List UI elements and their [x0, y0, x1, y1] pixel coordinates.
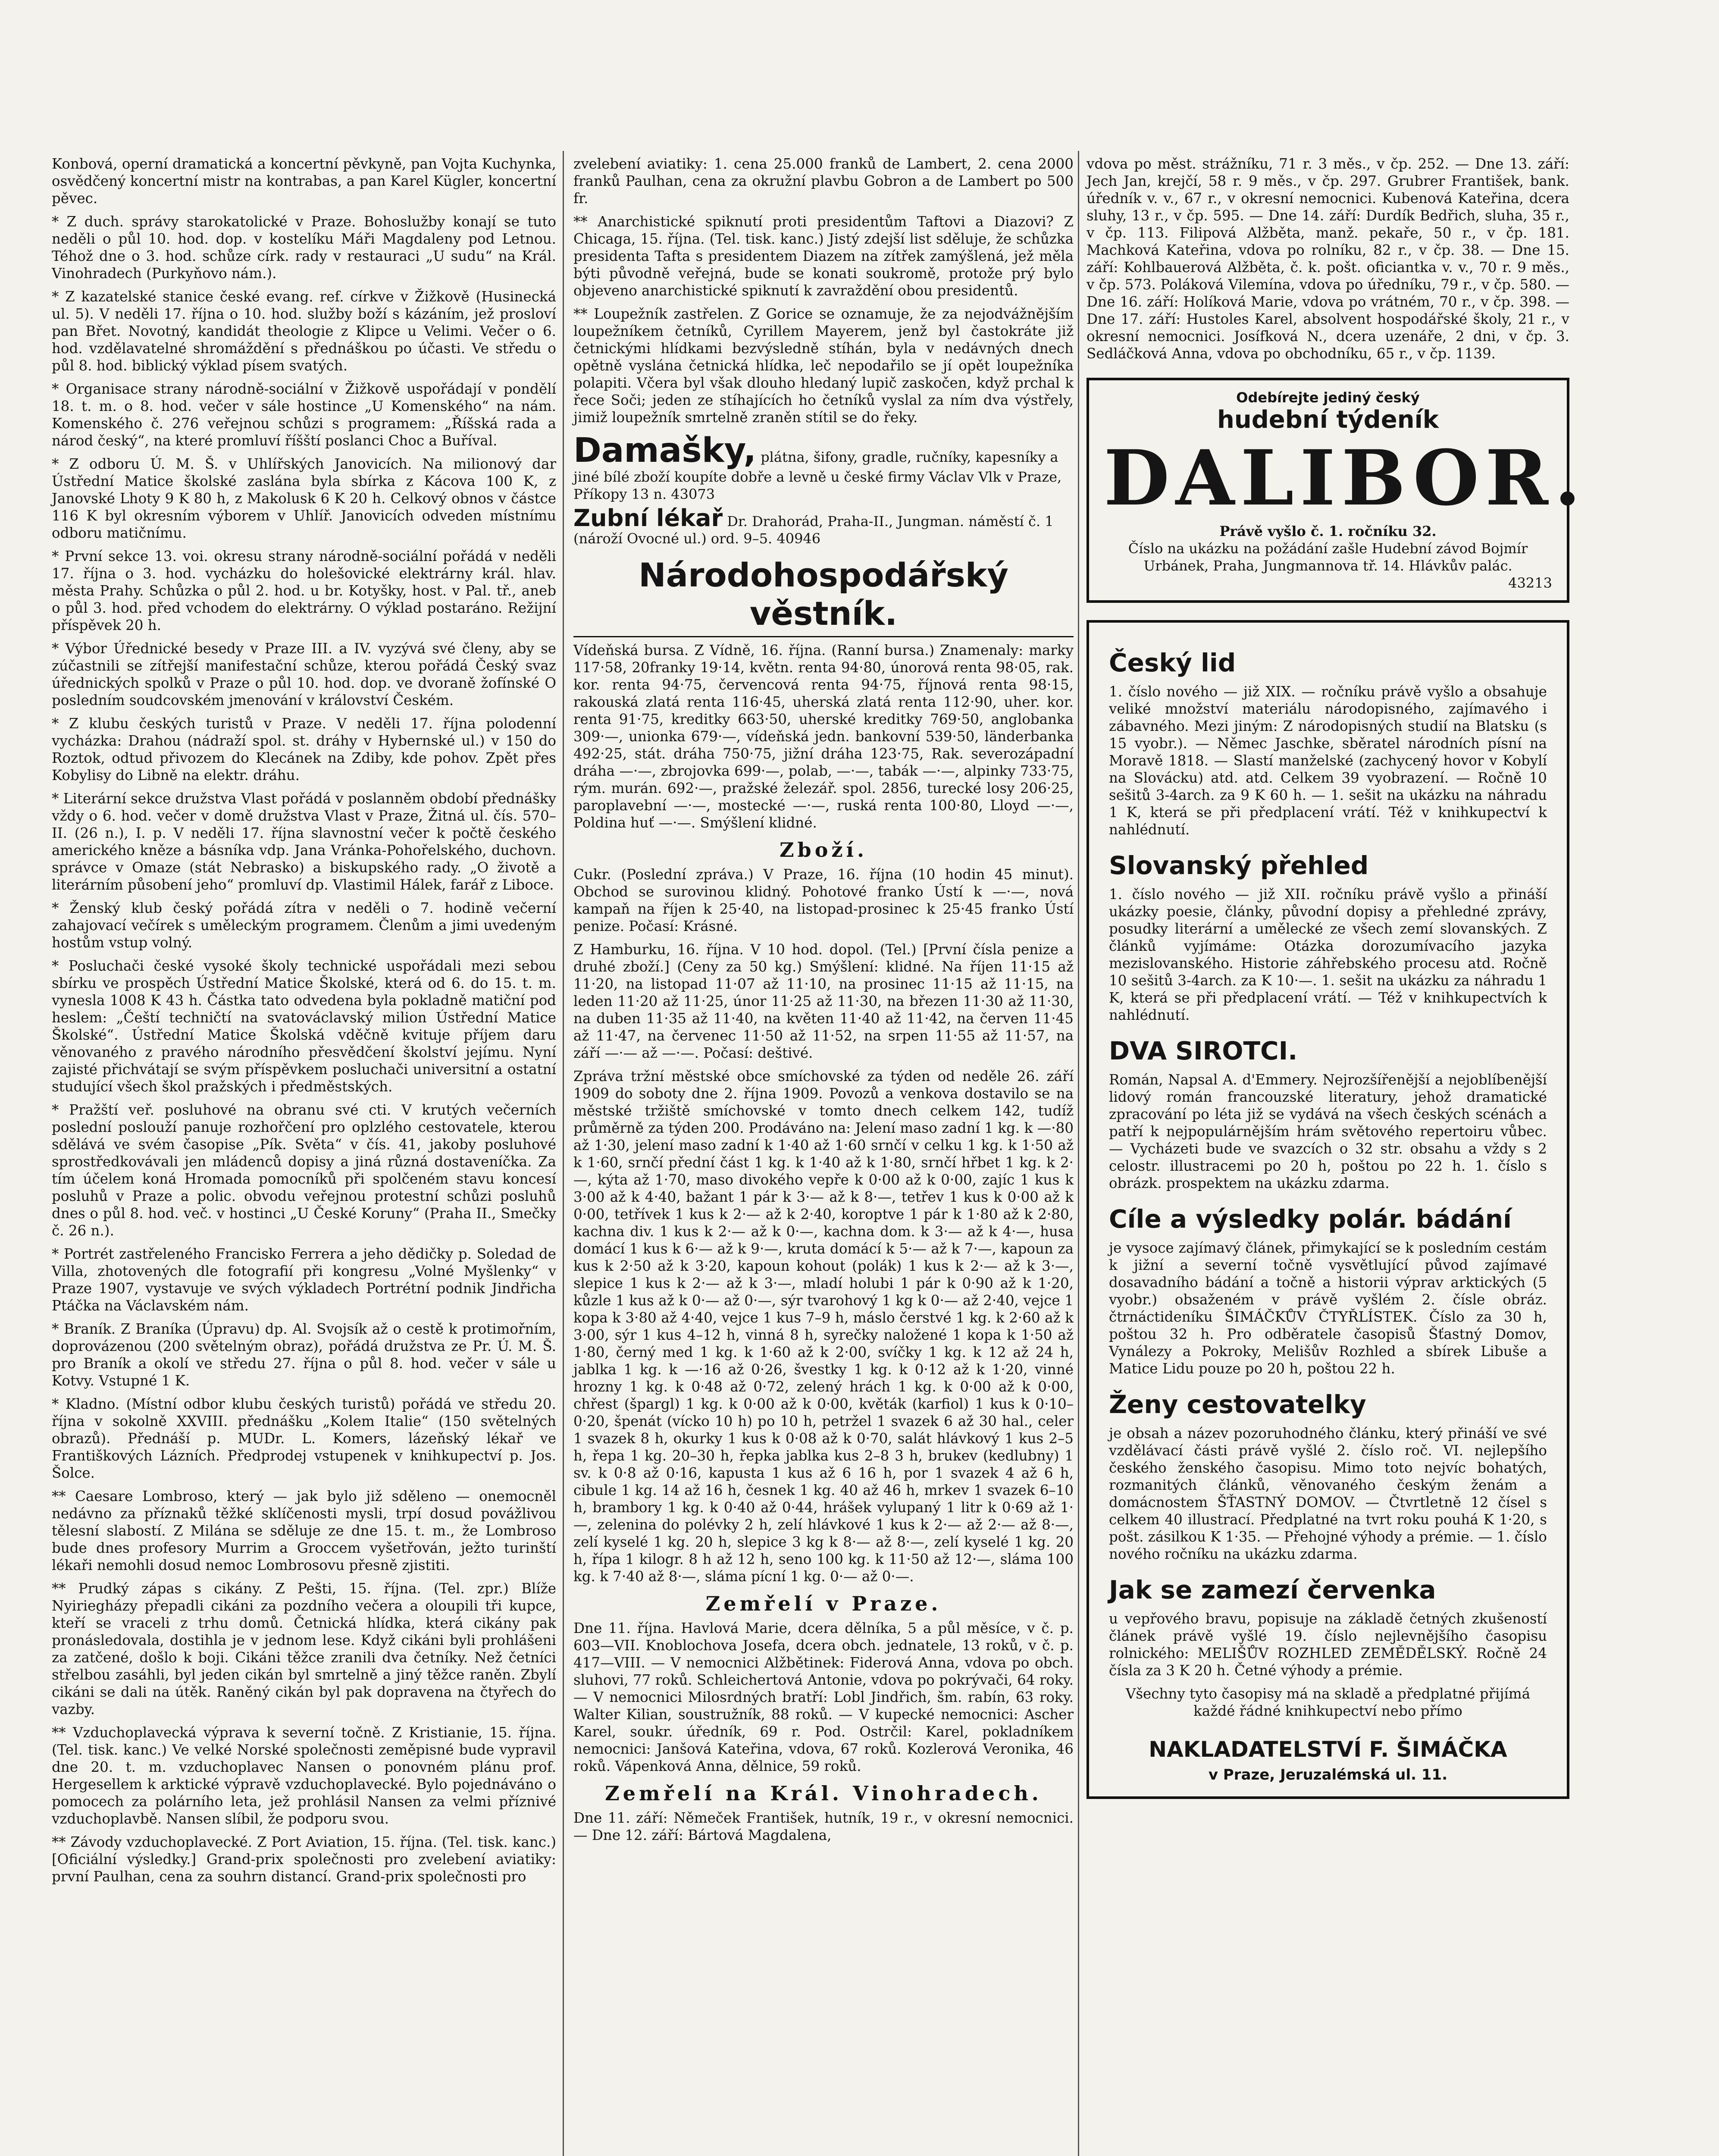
article-paragraph: * Z kazatelské stanice české evang. ref. církve v Žižkově (Husinecká ul. 5). V neděli 17. října o 10. hod. služby boží s kázáním, jež prosloví pan Břet. Novotný, kandidát theologie z Klipce u Velimi. Večer o 6. hod. vzdělavatelné shromáždění s přednáškou po účasti. Ve středu o půl 8. hod. biblický výklad písem svatých.: [52, 288, 556, 374]
article-paragraph: vdova po měst. strážníku, 71 r. 3 měs., v čp. 252. — Dne 13. září: Jech Jan, krejčí, 58 r. 9 měs., v čp. 297. Grubrer František, bank. úředník v. v., 67 r., v okresní nemocnici. Kubenová Kateřina, dcera sluhy, 13 r., v čp. 595. — Dne 14. září: Durdík Bedřich, sluha, 35 r., v čp. 113. Filipová Alžběta, manž. pekaře, 50 r., v čp. 181. Machková Kateřina, vdova po rolníku, 82 r., v čp. 38. — Dne 15. září: Kohlbauerová Alžběta, č. k. pošt. oficiantka v. v., 70 r. 9 měs., v čp. 573. Poláková Vilemína, vdova po úředníku, 79 r., v čp. 580. — Dne 16. září: Holíková Marie, vdova po vrátném, 70 r., v čp. 398. — Dne 17. září: Hustoles Karel, absolvent hospodářské školy, 21 r., v okresní nemocnici. Josífková N., dcera uzenáře, 2 dni, v čp. 3. Sedláčková Anna, vdova po obchodníku, 65 r., v čp. 1139.: [1087, 156, 1569, 362]
article-paragraph: * Z klubu českých turistů v Praze. V neděli 17. října polodenní vycházka: Drahou (nádraží spol. st. dráhy v Hybernské ul.) v 150 do Roztok, odtud přivozem do Klecánek na Zdiby, kde pohov. Zpět přes Kobylisy do Libně na elektr. dráhu.: [52, 715, 556, 783]
ad-line: hudební týdeník: [1217, 406, 1439, 434]
article-paragraph: ** Anarchistické spiknutí proti presidentům Taftovi a Diazovi? Z Chicaga, 15. října. (Tel. tisk. kanc.) Jistý zdejší list sděluje, že schůzka presidenta Tafta s presidentem Diazem na zítřek zamýšlená, jež měla býti původně veřejná, bude se konati soukromě, protože prý bylo objeveno anarchistické spiknutí k zavraždění obou presidentů.: [573, 213, 1074, 299]
article-paragraph: * Posluchači české vysoké školy technické uspořádali mezi sebou sbírku ve prospěch Ústřední Matice Školské, která od 6. do 15. t. m. vynesla 1008 K 43 h. Částka tato odvedena byla pokladně matiční pod heslem: „Čeští techničtí na svatováclavský milion Ústřední Matice Školské“. Ústřední Matice Školská vděčně kvituje příjem daru věnovaného z pravého národního přesvědčení školství jejímu. Nyní zajisté přichvátají se svým příspěvkem posluchači universitní a ostatní studující všech škol pražských i předměstských.: [52, 958, 556, 1095]
ad-line: Číslo na ukázku na požádání zašle Hudební závod Bojmír Urbánek, Praha, Jungmannova tř. 14. Hlávkův palác.: [1128, 540, 1528, 574]
article-paragraph: ** Prudký zápas s cikány. Z Pešti, 15. října. (Tel. zpr.) Blíže Nyiriegházy přepadli cikáni za pozdního večera a oloupili tři kupce, kteří se vraceli z trhu domů. Četnická hlídka, která cikány pak pronásledovala, dostihla je v jednom lese. Když cikáni byli prohlášeni za zatčené, došlo k boji. Cikáni těžce zranili dva četníky. Než četníci střelbou zasáhli, byl jeden cikán byl smrtelně a jiný těžce raněn. Zbylí cikáni se dali na útěk. Raněný cikán byl pak dopravena na čtyřech do vazby.: [52, 1580, 556, 1717]
magazine-title: Cíle a výsledky polár. bádání: [1109, 1204, 1512, 1234]
article-paragraph: Konbová, operní dramatická a koncertní pěvkyně, pan Vojta Kuchynka, osvědčený koncertní mistr na kontrabas, a pan Karel Kügler, koncertní pěvec.: [52, 156, 556, 207]
dentist-advertisement: [573, 505, 1074, 547]
magazine-text: 1. číslo nového — již XII. ročníku právě vyšlo a přináší ukázky poesie, články, původní dopisy a přehledné zprávy, posudky literární a umělecké ze všech zemí slovanských. Z článků vyjímáme: Otázka dorozumívacího jazyka mezislovanského. Historie záhřebského procesu atd. Ročně 10 sešitů 3-4arch. za K 10·—. 1. sešit na ukázku za náhradu 1 K, která se při předplacení vrátí. — Též v knihkupectvích k nahlédnutí.: [1109, 886, 1547, 1023]
ad-number: 43073: [671, 486, 715, 502]
magazine-text: Všechny tyto časopisy má na skladě a předplatné přijímá každé řádné knihkupectví nebo přímo: [1125, 1686, 1531, 1719]
publisher-address: v Praze, Jeruzalémská ul. 11.: [1208, 1766, 1448, 1783]
magazine-item: [1109, 1037, 1547, 1192]
section-title: Národohospodářský věstník.: [573, 556, 1074, 637]
article-paragraph: Dne 11. září: Němeček František, hutník, 19 r., v okresní nemocnici. — Dne 12. září: Bártová Magdalena,: [573, 1810, 1074, 1843]
article-paragraph: * Literární sekce družstva Vlast pořádá v poslanněm období přednášky vždy o 6. hod. večer v domě družstva Vlast v Praze, Žitná ul. čís. 570–II. (26 n.), I. p. V neděli 17. října slavnostní večer k počtě českého amerického kněze a básníka vdp. Jana Vránka-Pohořelského, duchovn. správce v Omaze (stát Nebrasko) a biskupského rady. „O životě a literárním působení jeho“ promluví dp. Vlastimil Hálek, farář z Liboce.: [52, 790, 556, 893]
simacek-advertisement: [1087, 620, 1569, 1799]
article-paragraph: * Výbor Úřednické besedy v Praze III. a IV. vyzývá své členy, aby se zúčastnili se zítřejší manifestační schůze, kterou pořádá Český svaz úřednických spolků v Praze o půl 10. hod. dop. ve dvoraně žofínské O posledním soudcovském jmenování v království Českém.: [52, 640, 556, 708]
publisher-name: NAKLADATELSTVÍ F. ŠIMÁČKA: [1149, 1737, 1507, 1762]
ad-text: plátna, šifony, gradle, ručníky, kapesníky a jiné bílé zboží koupíte dobře a levně u české firmy Václav Vlk v Praze, Příkopy 13 n.: [573, 449, 1062, 502]
dalibor-title: DALIBOR.: [1104, 433, 1587, 523]
article-paragraph: Vídeňská bursa. Z Vídně, 16. října. (Ranní bursa.) Znamenaly: marky 117·58, 20franky 19·14, květn. renta 94·80, únorová renta 98·05, rak. kor. renta 94·75, červencová renta 94·75, říjnová renta 98·15, rakouská zlatá renta 116·45, uherská zlatá renta 112·90, uher. kor. renta 91·75, kreditky 663·50, uherské kreditky 769·50, anglobanka 309·—, unionka 679·—, vídeňská jedn. bankovní 539·50, länderbanka 492·25, stát. dráha 750·75, jižní dráha 123·75, Rak. severozápadní dráha —·—, zbrojovka 699·—, polab, —·—, tabák —·—, alpinky 733·75, rým. murán. 692·—, pražské železář. spol. 2856, turecké losy 206·25, paroplavební —·—, mostecké —·—, ruská renta 100·80, Lloyd —·—, Poldina huť —·—. Smýšlení klidné.: [573, 642, 1074, 831]
article-paragraph: * Pražští veř. posluhové na obranu své cti. V krutých večerních poslední poslouží panuje rozhořčení pro oplzlého cestovatele, kterou sdělává ve svém časopise „Pík. Světa“ v čís. 41, jakoby posluhové sprostředkovávali jen mládenců dopisy a jiná různá dostaveníčka. Za tím účelem koná Hromada pomocníků při spolčeném stavu koncesí posluhů v Praze a polic. obvodu veřejnou protestní schůzi posluhů dnes o půl 8. hod. več. v hostinci „U České Koruny“ (Praha II., Smečky č. 26 n.).: [52, 1102, 556, 1239]
column-divider: [563, 151, 564, 2156]
ad-heading: Damašky,: [573, 431, 757, 470]
article-paragraph: * Z odboru Ú. M. Š. v Uhlířských Janovicích. Na milionový dar Ústřední Matice školské zaslána byla sbírka z Kácova 100 K, z Janovské Lhoty 9 K 80 h, z Makolusk 6 K 20 h. Celkový obnos v částce 116 K byl okresním výborem v Uhlíř. Janovicích odveden místnímu odboru matičnímu.: [52, 456, 556, 541]
article-paragraph: Cukr. (Poslední zpráva.) V Praze, 16. října (10 hodin 45 minut). Obchod se surovinou klidný. Pohotové franko Ústí k —·—, nová kampaň na říjen k 25·40, na listopad-prosinec k 25·45 franko Ústí penize. Počasí: Krásné.: [573, 866, 1074, 934]
article-paragraph: ** Vzduchoplavecká výprava k severní točně. Z Kristianie, 15. října. (Tel. tisk. kanc.) Ve velké Norské společnosti zeměpisné bude vypravil dne 20. t. m. vzduchoplavec Nansen o ponovném plánu prof. Hergesellem k arktické výpravě vzduchoplavecké. Bylo pojednáváno o pomocech za polárního leta, jež prohlásil Nansen za velmi příznivé vzduchoplavbě. Nansen slíbil, že podporu svou.: [52, 1724, 556, 1827]
ad-text: Dr. Drahorád, Praha-II., Jungman. náměstí č. 1 (nároží Ovocné ul.) ord. 9–5.: [573, 513, 1054, 547]
article-paragraph: ** Závody vzduchoplavecké. Z Port Aviation, 15. října. (Tel. tisk. kanc.) [Oficiální výsledky.] Grand-prix společnosti pro zvelebení aviatiky: první Paulhan, cena za souhrn distancí. Grand-prix společnosti pro: [52, 1834, 556, 1885]
ad-heading: Zubní lékař: [573, 505, 723, 532]
ad-line: Odebírejte jediný český: [1236, 389, 1420, 406]
column-1: [52, 155, 556, 1891]
article-paragraph: zvelebení aviatiky: 1. cena 25.000 franků de Lambert, 2. cena 2000 franků Paulhan, cena za okružní plavbu Gobron a de Lambert po 500 fr.: [573, 156, 1074, 207]
ad-number: 43213: [1508, 575, 1552, 591]
article-paragraph: * Kladno. (Místní odbor klubu českých turistů) pořádá ve středu 20. října v sokolně XXVIII. přednášku „Kolem Italie“ (150 světelných obrazů). Přednáší p. MUDr. L. Komers, lázeňský lékař ve Františkových Lázních. Předprodej vstupenek v knihkupectví p. Jos. Šolce.: [52, 1396, 556, 1481]
article-paragraph: * Organisace strany národně-sociální v Žižkově uspořádají v pondělí 18. t. m. o 8. hod. večer v sále hostince „U Komenského“ na nám. Komenského č. 276 veřejnou schůzi s programem: „Říšská rada a národ český“, na které promluví říšští poslanci Choc a Buříval.: [52, 381, 556, 449]
damasky-advertisement: [573, 433, 1074, 503]
magazine-text: je vysoce zajímavý článek, přimykající se k posledním cestám k jižní a severní točně vysvětlující původ zajímavé dosavadního bádání a točně a historii výprav arktických (5 vyobr.) obsaženém v právě vyšlém 2. čísle obráz. čtrnáctideníku ŠIMÁČKŮV ČTYŘLÍSTEK. Číslo za 30 h, poštou 32 h. Pro odběratele časopisů Šťastný Domov, Vynálezy a Pokroky, Melišův Rozhled a sbírek Libuše a Matice Lidu pouze po 20 h, poštou 22 h.: [1109, 1240, 1547, 1377]
magazine-title: Jak se zamezí červenka: [1109, 1575, 1436, 1604]
column-divider: [1078, 151, 1079, 2156]
article-paragraph: * Ženský klub český pořádá zítra v neděli o 7. hodině večerní zahajovací večírek s uměleckým programem. Členům a jimi uvedeným hostům vstup volný.: [52, 900, 556, 951]
section-heading: Zboží.: [779, 838, 868, 862]
magazine-text: Román, Napsal A. d'Emmery. Nejrozšířenější a nejoblíbenější lidový román francouzské literatury, jehož dramatické zpracování po léta již se vydává na všech českých scénách a patří k nejpopulárnějším hrám světového repertoiru vůbec. — Vycházeti bude ve svazcích o 32 str. obsahu a vždy s 2 celostr. illustracemi po 20 h, poštou po 22 h. 1. číslo s obrázk. prospektem na ukázku zdarma.: [1109, 1072, 1547, 1191]
magazine-item: [1109, 1390, 1547, 1563]
magazine-title: Český lid: [1109, 648, 1236, 677]
magazine-item: [1109, 851, 1547, 1024]
magazine-text: 1. číslo nového — již XIX. — ročníku právě vyšlo a obsahuje veliké množství materiálu národopisného, zajímavého i zábavného. Mezi jiným: Z národopisných studií na Blatsku (s 15 vyobr.). — Němec Jaschke, sběratel národních písní na Moravě 1818. — Slastí manželské (zachycený hovor v Kobylí na Slovácku) atd. atd. Celkem 39 vyobrazení. — Ročně 10 sešitů 3-4arch. za 9 K 60 h. — 1. sešit na ukázku na náhradu 1 K, která se při předplacení vrátí. Též v knihkupectví k nahlédnutí.: [1109, 683, 1547, 838]
ad-number: 40946: [777, 530, 821, 547]
magazine-item: [1109, 1576, 1547, 1679]
magazine-title: DVA SIROTCI.: [1109, 1036, 1298, 1065]
magazine-title: Slovanský přehled: [1109, 851, 1369, 880]
section-heading: Zemřelí v Praze.: [705, 1592, 942, 1615]
article-paragraph: Z Hamburku, 16. října. V 10 hod. dopol. (Tel.) [První čísla penize a druhé zboží.] (Ceny za 50 kg.) Smýšlení: klidné. Na říjen 11·15 až 11·20, na listopad 11·07 až 11·10, na prosinec 11·15 až 11·15, na leden 11·20 až 11·25, únor 11·25 až 11·30, na březen 11·30 až 11·30, na duben 11·35 až 11·40, na květen 11·40 až 11·42, na červen 11·45 až 11·47, na červenec 11·50 až 11·52, na srpen 11·55 až 11·57, na září —·— až —·—. Počasí: deštivé.: [573, 941, 1074, 1061]
article-paragraph: ** Caesare Lombroso, který — jak bylo již sděleno — onemocněl nedávno za příznaků těžké sklíčenosti mysli, trpí dosud povážlivou tělesní slabostí. Z Milána se sděluje ze dne 15. t. m., že Lombroso bude dnes profesory Murrim a Groccem vyšetřován, ježto turinští lékaři nemohli dosud nemoc Lombrosovu přesně zjistiti.: [52, 1488, 556, 1573]
dalibor-advertisement: [1087, 378, 1587, 603]
article-paragraph: * Z duch. správy starokatolické v Praze. Bohoslužby konají se tuto neděli o půl 10. hod. dop. v kostelíku Máři Magdaleny pod Letnou. Téhož dne o 3. hod. schůze círk. rady v restauraci „U sudu“ na Král. Vinohradech (Purkyňovo nám.).: [52, 213, 556, 282]
section-heading: Zemřelí na Král. Vinohradech.: [605, 1782, 1042, 1805]
article-paragraph: * První sekce 13. voi. okresu strany národně-sociální pořádá v neděli 17. října o 3. hod. vycházku do holešovické elektrárny král. hlav. města Prahy. Schůzka o půl 2. hod. u br. Kotyšky, host. v Pal. tř., aneb o půl 3. hod. před vchodem do elektrárny. O výklad postaráno. Režijní příspěvek 20 h.: [52, 548, 556, 633]
ad-line: Právě vyšlo č. 1. ročníku 32.: [1219, 523, 1437, 539]
magazine-item: [1109, 1205, 1547, 1377]
article-paragraph: ** Loupežník zastřelen. Z Gorice se oznamuje, že za nejodvážnějším loupežníkem četníků, Cyrillem Mayerem, jenž byl častokráte již četnickými hlídkami bezvýsledně stíhán, byla v nedávných dnech opětně vyslána četnická hlídka, leč nepodařilo se jí opět loupežníka polapiti. Včera byl však dlouho hledaný lupič zaskočen, když prchal k řece Soči; jeden ze stíhajících ho četníků vyslal za ním dva výstřely, jimiž loupežník smrtelně zraněn stítil se do řeky.: [573, 306, 1074, 426]
column-3: [1087, 155, 1587, 1799]
magazine-text: u vepřového bravu, popisuje na základě četných zkušeností článek právě vyšlé 19. číslo nejlevnějšího časopisu rolnického: MELIŠŮV ROZHLED ZEMĚDĚLSKÝ. Ročně 24 čísla za 3 K 20 h. Četné výhody a prémie.: [1109, 1611, 1547, 1679]
magazine-item: [1109, 1685, 1547, 1720]
article-paragraph: Dne 11. října. Havlová Marie, dcera dělníka, 5 a půl měsíce, v č. p. 603—VII. Knoblochova Josefa, dcera obch. jednatele, 13 roků, v č. p. 417—VIII. — V nemocnici Alžbětinek: Fiderová Anna, vdova po obch. sluhovi, 77 roků. Schleichertová Antonie, vdova po pokrývači, 64 roky. — V nemocnici Milosrdných bratří: Lobl Jindřich, šm. rabín, 63 roky. Walter Kilian, soustružník, 88 roků. — V kupecké nemocnici: Ascher Karel, soukr. úředník, 69 r. Pod. Ostrčil: Karel, pokladníkem nemocnici: Janšová Kateřina, vdova, 67 roků. Kozlerová Veronika, 46 roků. Vápenková Anna, dělnice, 59 roků.: [573, 1620, 1074, 1774]
article-paragraph: Zpráva tržní městské obce smíchovské za týden od neděle 26. září 1909 do soboty dne 2. října 1909. Povozů a venkova dostavilo se na městské tržiště smíchovské v tomto dnech celkem 142, tudíž průměrně za týden 200. Prodáváno na: Jelení maso zadní 1 kg. k —·80 až 1·30, jelení maso zadní k 1·40 až 1·60 srnčí v celku 1 kg. k 1·50 až k 1·60, srnčí přední část 1 kg. k 1·40 až k 1·80, srnčí hřbet 1 kg. k 2·—, kýta až 1·70, maso divokého vepře k 0·00 až k 0·00, zajíc 1 kus k 3·00 až k 4·40, bažant 1 pár k 3·— až k 8·—, tetřev 1 kus k 0·00 až k 0·00, tetřívek 1 kus k 2·— až k 2·40, koroptve 1 pár k 1·80 až k 2·80, kachna div. 1 kus k 2·— až k 0·—, kachna dom. k 3·— až k 4·—, husa domácí 1 kus k 6·— až k 9·—, kruta domácí k 5·— až k 7·—, kapoun za kus k 2·50 až k 3·20, kapoun kohout (polák) 1 kus k 2·— až k 3·—, slepice 1 kus k 2·— až k 3·—, mladí holubi 1 pár k 0·90 až k 1·20, kůzle 1 kus až k 0·— až 0·—, sýr tvarohový 1 kg k 0·— až 2·40, vejce 1 kopa k 3·80 až 4·40, vejce 1 kus 7–9 h, máslo čerstvé 1 kg. k 2·60 až k 3·00, sýr 1 kus 4–12 h, vinná 8 h, syrečky naložené 1 kopa k 1·50 až 1·80, černý med 1 kg. k 1·60 až k 2·00, svíčky 1 kg. k 12 až 24 h, jablka 1 kg. k —·16 až 0·26, švestky 1 kg. k 0·12 až k 1·20, vinné hrozny 1 kg. k 0·48 až 0·72, zelený hrách 1 kg. k 0·00 až k 0·00, chřest (špargl) 1 kg. k 0·00 až k 0·00, květák (karfiol) 1 kus k 0·10–0·20, špenát (vícko 10 h) po 10 h, petržel 1 svazek 6 až 30 hal., celer 1 svazek 8 h, okurky 1 kus k 0·08 až k 0·70, salát hlávkový 1 kus 2–5 h, řepa 1 kg. 20–30 h, řepka jablka kus 2–8 3 h, brukev (kedlubny) 1 sv. k 0·8 až 0·16, kapusta 1 kus až 6 16 h, por 1 svazek 4 až 6 h, cibule 1 kg. 14 až 16 h, česnek 1 kg. 40 až 46 h, mrkev 1 svazek 6–10 h, brambory 1 kg. k 0·40 až 0·44, hrášek vylupaný 1 litr k 0·69 až 1·—, zelenina do polévky 2 h, zelí hlávkové 1 kus k 2·— až 2·— až 8·—, zelí kyselé 1 kg. 20 h, slepice 3 kg k 8·— až 8·—, zelí kyselé 1 kg. 20 h, řípa 1 kilogr. 8 h až 12 h, seno 100 kg. k 11·50 až 12·—, sláma 100 kg. k 7·40 až 8·—, sláma pícní 1 kg. 0·— až 0·—.: [573, 1068, 1074, 1585]
magazine-item: [1109, 649, 1547, 838]
column-2: [573, 155, 1074, 1850]
magazine-title: Ženy cestovatelky: [1109, 1390, 1366, 1419]
article-paragraph: * Portrét zastřeleného Francisko Ferrera a jeho dědičky p. Soledad de Villa, zhotovených dle fotografií při kongresu „Volné Myšlenky“ v Praze 1907, vystavuje ve svých výkladech Portrétní podnik Jindřicha Ptáčka na Václavském nám.: [52, 1246, 556, 1314]
magazine-text: je obsah a název pozoruhodného článku, který přináší ve své vzdělávací části právě vyšlé 2. číslo roč. VI. nejlepšího českého ženského časopisu. Mimo toto nejvíc bohatých, rozmanitých článků, věnovaného českým ženám a domácnostem ŠŤASTNÝ DOMOV. — Čtvrtletně 12 čísel s celkem 40 illustrací. Předplatné na tvrt roku pouhá K 1·20, s pošt. zásilkou K 1·35. — Přehojné výhody a prémie. — 1. číslo nového ročníku na ukázku zdarma.: [1109, 1425, 1547, 1562]
article-paragraph: * Braník. Z Braníka (Úpravu) dp. Al. Svojsík až o cestě k protimořním, doprovázenou (200 světelným obraz), pořádá družstva ze Pr. Ú. M. Š. pro Braník a okolí ve středu 27. října o půl 8. hod. večer v sále u Kotvy. Vstupné 1 K.: [52, 1321, 556, 1389]
